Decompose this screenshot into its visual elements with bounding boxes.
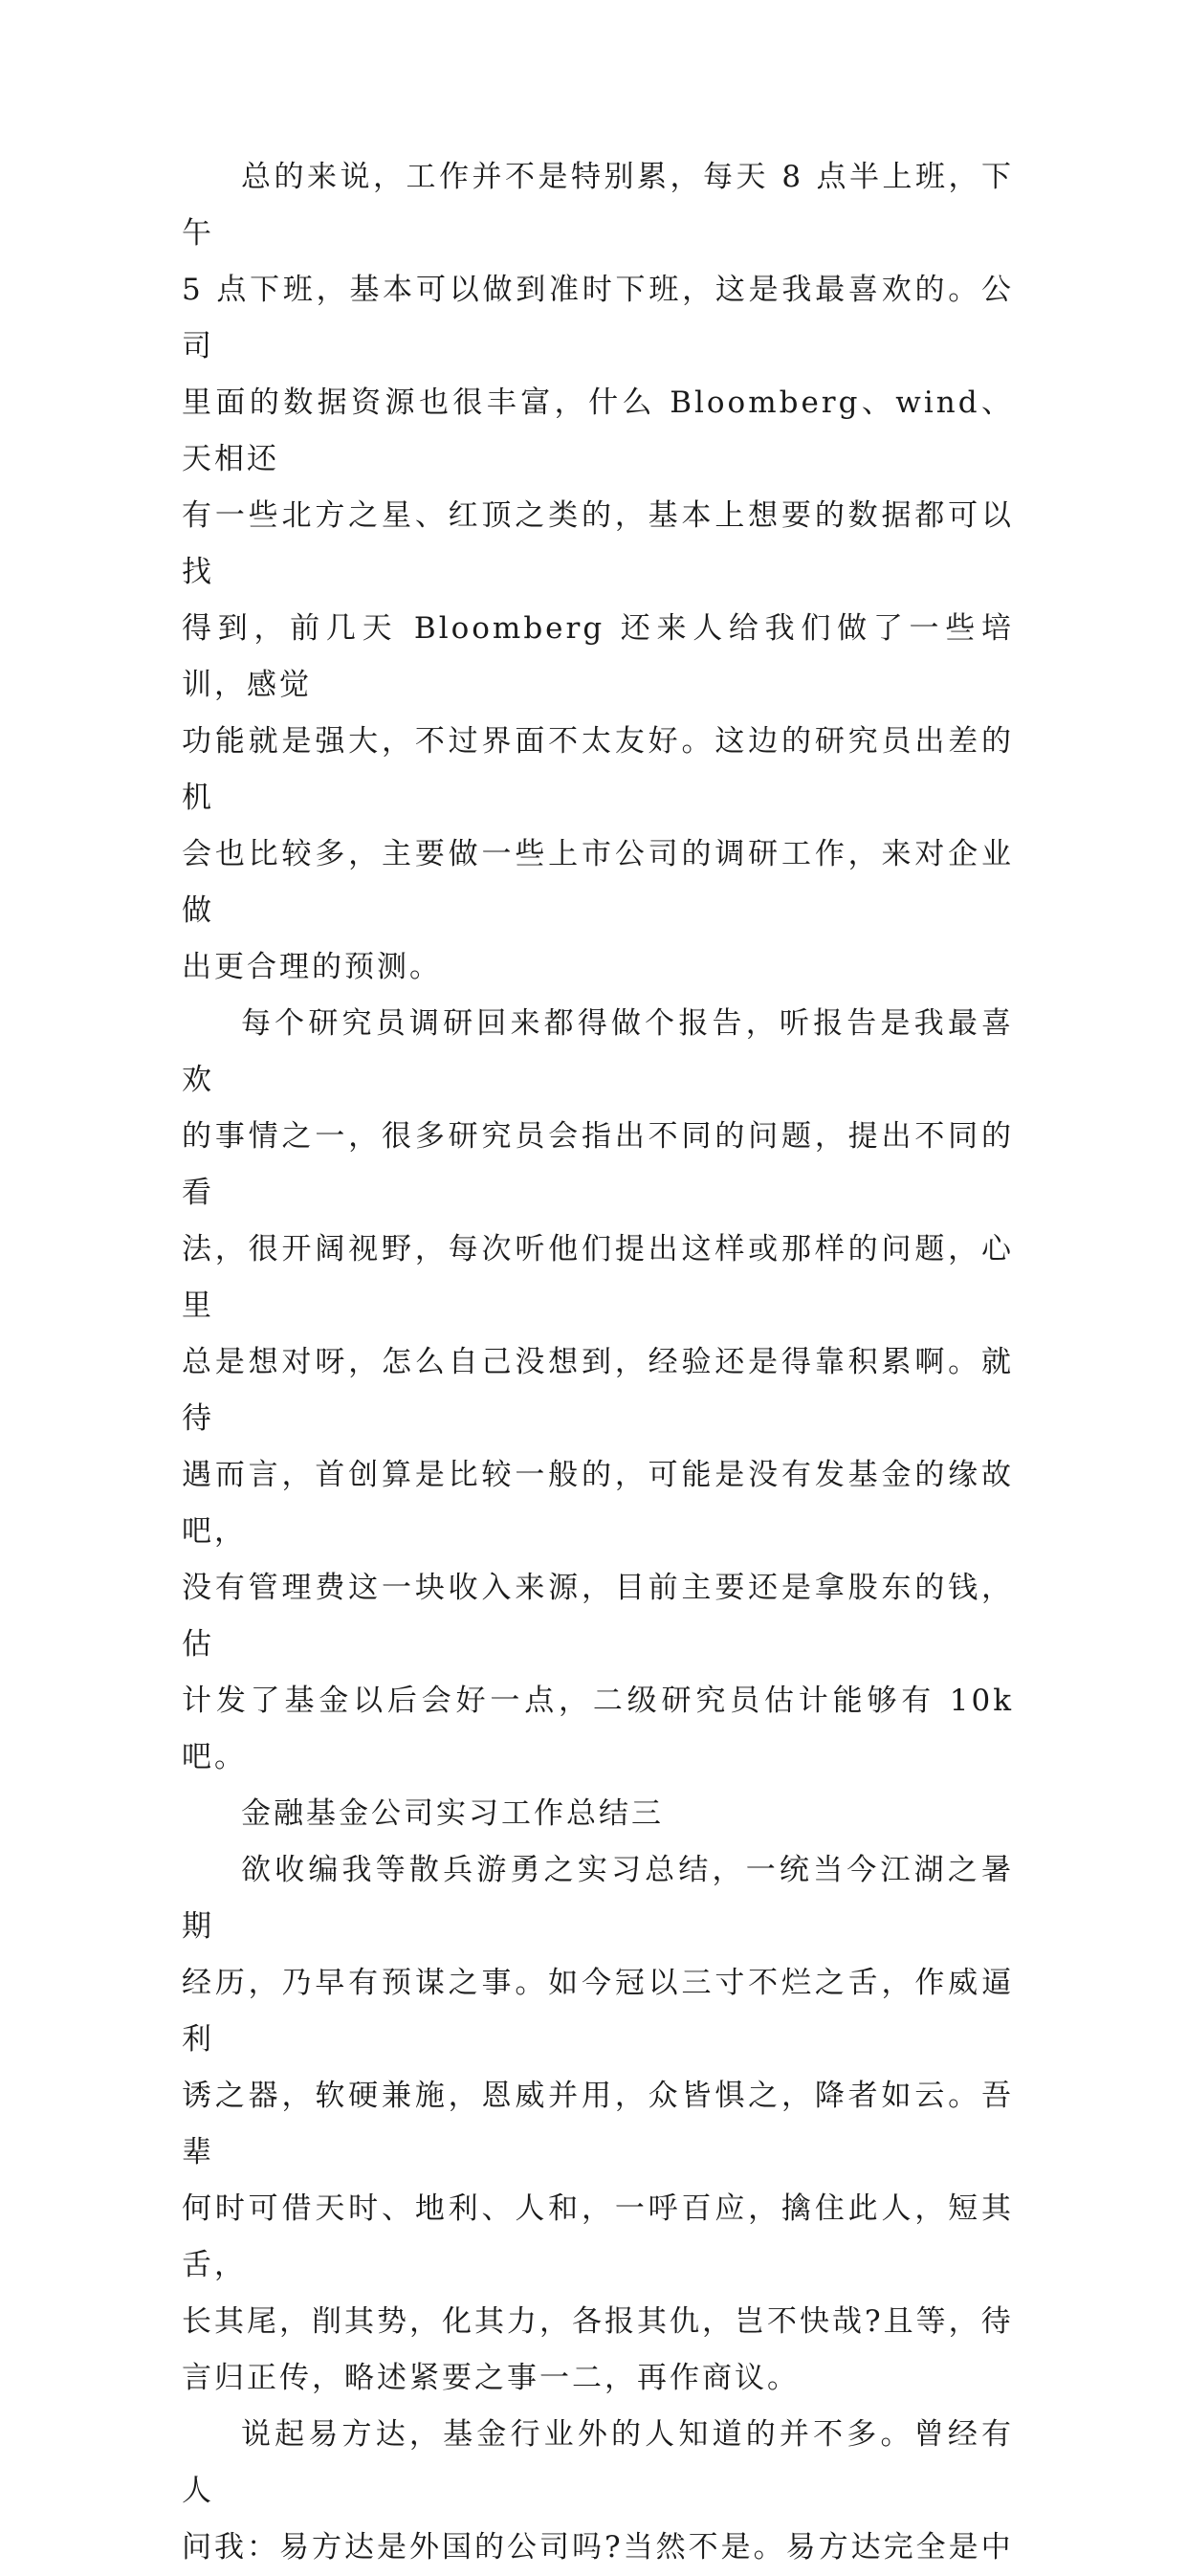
paragraph-efund-intro: 说起易方达，基金行业外的人知道的并不多。曾经有人 问我：易方达是外国的公司吗?当然不是。易方达完全是中 [182, 2417, 1014, 2565]
document-body [182, 149, 1014, 2576]
paragraph-summary-intro: 欲收编我等散兵游勇之实习总结，一统当今江湖之暑期 经历，乃早有预谋之事。如今冠以三寸不烂之舌，作威逼利 诱之器，软硬兼施，恩威并用，众皆惧之，降者如云。吾辈 何时可借天时、地利、人和，一呼百应，擒住此人，短其舌， 长其尾，削其势，化其力，各报其仇，岂不快哉?且等，待 言归正传，略述紧要之事一二，再作商议。 [182, 1853, 1014, 2395]
paragraph-work-overview: 总的来说，工作并不是特别累，每天 8 点半上班，下午 5 点下班，基本可以做到准时下班，这是我最喜欢的。公司 里面的数据资源也很丰富，什么 Bloomberg、wind、天相还 有一些北方之星、红顶之类的，基本上想要的数据都可以找 得到，前几天 Bloomberg 还来人给我们做了一些培训，感觉 功能就是强大，不过界面不太友好。这边的研究员出差的机 会也比较多，主要做一些上市公司的调研工作，来对企业做 出更合理的预测。 [182, 160, 1014, 984]
paragraph-research-reports: 每个研究员调研回来都得做个报告，听报告是我最喜欢 的事情之一，很多研究员会指出不同的问题，提出不同的看 法，很开阔视野，每次听他们提出这样或那样的问题，心里 总是想对呀，怎么自己没想到，经验还是得靠积累啊。就待 遇而言，首创算是比较一般的，可能是没有发基金的缘故吧， 没有管理费这一块收入来源，目前主要还是拿股东的钱，估 计发了基金以后会好一点，二级研究员估计能够有 10k 吧。 [182, 1006, 1014, 1774]
section-heading: 金融基金公司实习工作总结三 [241, 1796, 664, 1831]
